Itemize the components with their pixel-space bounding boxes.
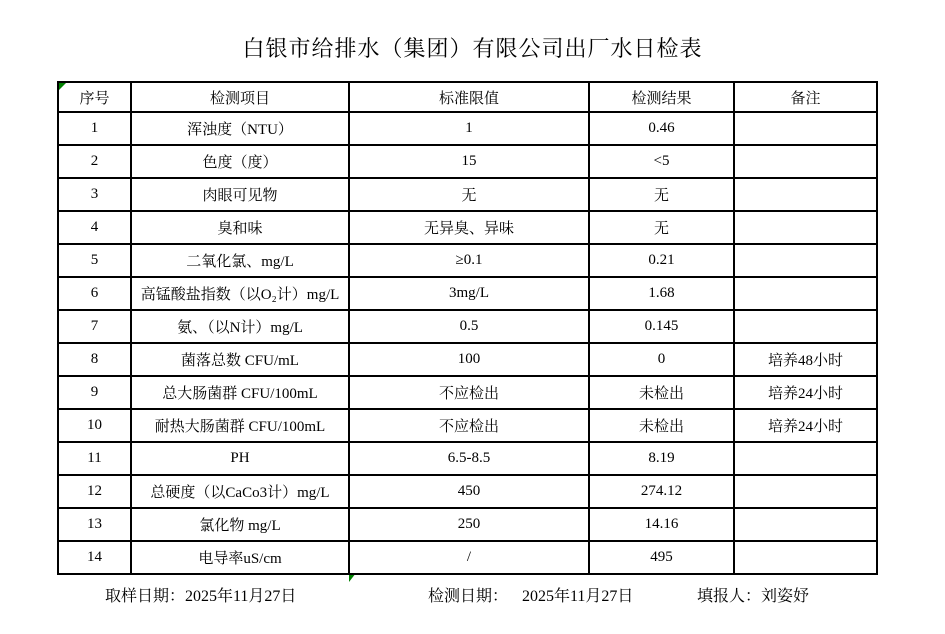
row-limit: 无异臭、异味	[349, 211, 589, 244]
reporter	[697, 583, 809, 606]
header-row	[58, 82, 877, 112]
table-body	[58, 112, 877, 574]
row-note	[734, 211, 877, 244]
row-result: 274.12	[589, 475, 734, 508]
row-note	[734, 112, 877, 145]
row-item: 肉眼可见物	[131, 178, 349, 211]
row-item: 菌落总数 CFU/mL	[131, 343, 349, 376]
row-item: 氯化物 mg/L	[131, 508, 349, 541]
page-title: 白银市给排水（集团）有限公司出厂水日检表	[242, 36, 703, 61]
row-limit: 3mg/L	[349, 277, 589, 310]
row-limit: 无	[349, 178, 589, 211]
row-no: 5	[58, 244, 131, 277]
row-limit: ≥0.1	[349, 244, 589, 277]
table-row	[58, 343, 877, 376]
row-limit: 不应检出	[349, 376, 589, 409]
reporter-label: 填报人：	[697, 588, 762, 605]
row-result: 1.68	[589, 277, 734, 310]
table-row	[58, 409, 877, 442]
header-no: 序号	[58, 82, 131, 112]
table-row	[58, 112, 877, 145]
row-no: 4	[58, 211, 131, 244]
row-no: 14	[58, 541, 131, 574]
row-result: 0.21	[589, 244, 734, 277]
row-limit: 不应检出	[349, 409, 589, 442]
row-limit: 450	[349, 475, 589, 508]
row-item: 臭和味	[131, 211, 349, 244]
row-note	[734, 541, 877, 574]
row-item: 总硬度（以CaCo3计）mg/L	[131, 475, 349, 508]
table-row	[58, 145, 877, 178]
row-no: 11	[58, 442, 131, 475]
row-limit: 100	[349, 343, 589, 376]
row-result: 0.46	[589, 112, 734, 145]
table-row	[58, 178, 877, 211]
row-item: 电导率uS/cm	[131, 541, 349, 574]
row-note	[734, 475, 877, 508]
row-note	[734, 178, 877, 211]
row-result: <5	[589, 145, 734, 178]
table-row	[58, 244, 877, 277]
row-result: 0.145	[589, 310, 734, 343]
row-note	[734, 442, 877, 475]
row-limit: /	[349, 541, 589, 574]
header-result: 检测结果	[589, 82, 734, 112]
table-row	[58, 508, 877, 541]
row-limit: 6.5-8.5	[349, 442, 589, 475]
header-note: 备注	[734, 82, 877, 112]
row-no: 12	[58, 475, 131, 508]
row-no: 7	[58, 310, 131, 343]
table-row	[58, 310, 877, 343]
row-result: 14.16	[589, 508, 734, 541]
header-limit: 标准限值	[349, 82, 589, 112]
row-result: 未检出	[589, 409, 734, 442]
row-note	[734, 310, 877, 343]
row-no: 1	[58, 112, 131, 145]
row-no: 9	[58, 376, 131, 409]
row-no: 6	[58, 277, 131, 310]
reporter-name: 刘姿妤	[761, 588, 810, 605]
row-note	[734, 244, 877, 277]
test-date	[428, 583, 633, 606]
row-item: 氨、（以N计）mg/L	[131, 310, 349, 343]
row-note: 培养24小时	[734, 376, 877, 409]
row-no: 3	[58, 178, 131, 211]
row-note: 培养24小时	[734, 409, 877, 442]
row-limit: 0.5	[349, 310, 589, 343]
row-item: 浑浊度（NTU）	[131, 112, 349, 145]
row-result: 无	[589, 211, 734, 244]
header-item: 检测项目	[131, 82, 349, 112]
sampling-date	[105, 583, 296, 606]
row-limit: 15	[349, 145, 589, 178]
row-note	[734, 145, 877, 178]
row-result: 0	[589, 343, 734, 376]
row-no: 2	[58, 145, 131, 178]
row-item: PH	[131, 442, 349, 475]
row-note	[734, 277, 877, 310]
row-item: 高锰酸盐指数（以O₂计）mg/L	[131, 277, 349, 310]
row-result: 8.19	[589, 442, 734, 475]
row-limit: 250	[349, 508, 589, 541]
row-result: 无	[589, 178, 734, 211]
table-header	[58, 82, 877, 112]
row-item: 耐热大肠菌群 CFU/100mL	[131, 409, 349, 442]
table-row	[58, 541, 877, 574]
row-limit: 1	[349, 112, 589, 145]
table-row	[58, 211, 877, 244]
row-item: 二氧化氯、mg/L	[131, 244, 349, 277]
row-no: 10	[58, 409, 131, 442]
table-row	[58, 442, 877, 475]
row-item: 色度（度）	[131, 145, 349, 178]
row-note	[734, 508, 877, 541]
test-date-label: 检测日期：	[428, 588, 509, 605]
sampling-date-value: 2025年11月27日	[185, 588, 297, 605]
row-note: 培养48小时	[734, 343, 877, 376]
sampling-date-label: 取样日期：	[105, 588, 186, 605]
row-result: 495	[589, 541, 734, 574]
row-no: 8	[58, 343, 131, 376]
water-test-table	[57, 81, 878, 575]
table-row	[58, 376, 877, 409]
row-item: 总大肠菌群 CFU/100mL	[131, 376, 349, 409]
table-row	[58, 277, 877, 310]
test-date-value: 2025年11月27日	[522, 588, 634, 605]
table-row	[58, 475, 877, 508]
row-result: 未检出	[589, 376, 734, 409]
row-no: 13	[58, 508, 131, 541]
